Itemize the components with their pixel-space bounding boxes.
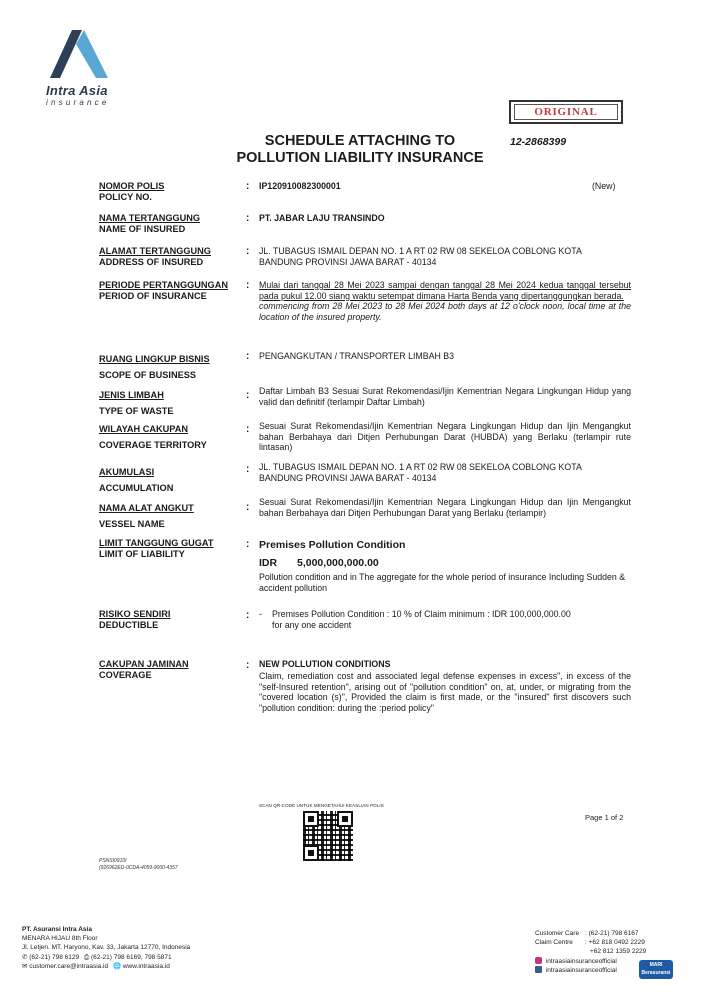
liability-label-id: LIMIT TANGGUNG GUGAT [99,538,214,548]
deductible-label-id: RISIKO SENDIRI [99,609,171,619]
qr-code[interactable] [303,811,353,861]
address-label-id: ALAMAT TERTANGGUNG [99,246,211,256]
mari-berasuransi-badge [639,960,673,979]
claim-value-1: : +62 818 0492 2229 [585,939,645,947]
policy-status: (New) [592,181,616,191]
footer-care-row [535,929,685,938]
web-icon: 🌐 [112,962,122,970]
badge-label: MARI Berasuransi [641,962,671,976]
footer-company-info [22,925,190,971]
footer-phone: (62-21) 798 6129 [29,953,80,961]
liability-amount: 5,000,000,000.00 [297,557,379,569]
page-number: Page 1 of 2 [585,813,624,822]
scope-label-en: SCOPE OF BUSINESS [99,370,196,380]
deductible-label-en: DEDUCTIBLE [99,620,159,630]
period-value [259,280,631,322]
facebook-icon [535,966,542,973]
document-title [200,133,520,167]
care-value: : (62-21) 798 6167 [585,930,639,937]
waste-value: Daftar Limbah B3 Sesuai Surat Rekomendasi/Ijin Kementrian Negara Lingkungan Hidup yang valid dan definitif (terlampir Daftar Limbah) [259,386,631,407]
waste-label-id: JENIS LIMBAH [99,390,164,400]
colon: : [246,351,250,362]
title-line-2: POLLUTION LIABILITY INSURANCE [236,150,484,166]
title-line-1: SCHEDULE ATTACHING TO [264,133,456,149]
liability-heading: Premises Pollution Condition [259,539,406,551]
document-code [99,858,178,872]
colon: : [246,660,250,671]
phone-icon: ✆ [22,953,28,961]
footer-web[interactable]: www.intraasia.id [122,962,170,970]
colon: : [246,610,250,621]
qr-caption: SCAN QR-CODE UNTUK MENGETAHUI KEASLIAN POLIS [259,803,384,808]
address-line-2: BANDUNG PROVINSI JAWA BARAT - 40134 [259,256,437,267]
address-value [259,246,631,267]
coverage-label-id: CAKUPAN JAMINAN [99,659,189,669]
coverage-label-en: COVERAGE [99,670,152,680]
accumulation-label-en: ACCUMULATION [99,483,174,493]
territory-value: Sesuai Surat Rekomendasi/Ijin Kementrian Negara Lingkungan Hidup dan Ijin Mengangkut bahan Berbahaya dari Ditjen Perhubungan Darat (HUBDA) yang Berlaku (terlampir rute lintasan) [259,421,631,452]
insured-label-en: NAME OF INSURED [99,224,186,234]
instagram-icon [535,957,542,964]
deductible-value [272,609,632,630]
policy-no-label [99,181,164,203]
logo-name: Intra Asia [46,83,108,98]
liability-note: Pollution condition and in The aggregate for the whole period of insurance Including Sudden & accident pollution [259,572,626,593]
fax-icon: ⎙ [83,953,90,961]
waste-label-en: TYPE OF WASTE [99,406,174,416]
care-label: Customer Care [535,930,580,937]
address-line-1: JL. TUBAGUS ISMAIL DEPAN NO. 1 A RT 02 RW 08 SEKELOA COBLONG KOTA [259,246,582,256]
period-text-en: commencing from 28 Mei 2023 to 28 Mei 2024 both days at 12 o'clock noon, local time at the location of the insured property. [259,301,631,322]
company-logo [46,28,110,80]
policy-no-label-id: NOMOR POLIS [99,181,165,191]
deductible-line-1: Premises Pollution Condition : 10 % of Claim minimum : IDR 100,000,000.00 [272,609,571,619]
email-icon: ✉ [22,962,28,970]
colon: : [246,390,250,401]
liability-currency: IDR [259,557,278,569]
footer-street: Jl. Letjen. MT. Haryono, Kav. 33, Jakarta 12770, Indonesia [22,944,191,952]
deductible-line-2: for any one accident [272,619,352,630]
accumulation-line-1: JL. TUBAGUS ISMAIL DEPAN NO. 1 A RT 02 RW 08 SEKELOA COBLONG KOTA [259,462,582,472]
waste-label [99,387,174,419]
colon: : [246,246,250,257]
accumulation-value [259,462,631,483]
colon: : [246,464,250,475]
claim-value-2: +62 812 1359 2229 [590,948,647,956]
insured-label [99,213,200,235]
deductible-label [99,609,170,631]
coverage-heading: NEW POLLUTION CONDITIONS [259,659,391,669]
document-code-line-1: PSNSI0910I [99,858,127,864]
accumulation-label [99,464,173,496]
colon: : [246,539,250,550]
insured-label-id: NAMA TERTANGGUNG [99,213,201,223]
coverage-label [99,659,189,681]
original-stamp-label: ORIGINAL [514,104,618,120]
coverage-text: Claim, remediation cost and associated legal defense expenses in excess", in excess of the "self-Insured retention", arising out of "pollution condition" on, at, under, or migrating from the "covered location (s)", Provided the claim is first made, or the "insured" first discovers such "pollution condition: during the :period policy" [259,671,631,713]
territory-label [99,421,207,453]
accumulation-label-id: AKUMULASI [99,467,155,477]
period-text-id: Mulai dari tanggal 28 Mei 2023 sampai dengan tanggal 28 Mei 2024 kedua tanggal tersebut pada pukul 12.00 siang waktu setempat dimana Harta Benda yang dipertanggungkan berada. [259,280,631,301]
policy-no-value: IP120910082300001 [259,181,341,191]
footer-company-name: PT. Asuransi Intra Asia [22,926,92,933]
footer-claim-row [535,938,685,947]
original-stamp [509,100,623,124]
insured-value: PT. JABAR LAJU TRANSINDO [259,213,385,223]
facebook-handle[interactable]: intraasiainsuranceofficial [545,966,617,974]
scope-value: PENGANGKUTAN / TRANSPORTER LIMBAH B3 [259,351,455,361]
footer-contact-row [22,962,190,971]
scope-label-id: RUANG LINGKUP BISNIS [99,354,210,364]
logo-mark-icon [46,28,110,80]
period-label-en: PERIOD OF INSURANCE [99,291,207,301]
footer-phone-row [22,953,190,962]
vessel-label-id: NAMA ALAT ANGKUT [99,503,194,513]
address-label [99,246,211,268]
footer-email[interactable]: customer.care@intraasia.id [29,962,109,970]
scope-label [99,351,210,383]
colon: : [246,502,250,513]
logo-subtitle: insurance [46,98,110,107]
accumulation-line-2: BANDUNG PROVINSI JAWA BARAT - 40134 [259,472,437,483]
policy-no-label-en: POLICY NO. [99,192,152,202]
instagram-handle[interactable]: intraasiainsuranceofficial [545,957,617,965]
colon: : [246,213,250,224]
liability-label-en: LIMIT OF LIABILITY [99,549,185,559]
colon: : [246,181,250,192]
colon: : [246,424,250,435]
colon: : [246,280,250,291]
territory-label-en: COVERAGE TERRITORY [99,440,207,450]
vessel-label-en: VESSEL NAME [99,519,165,529]
period-label-id: PERIODE PERTANGGUNGAN [99,280,228,290]
deductible-bullet: - [259,609,262,619]
certificate-number: 12-2868399 [510,136,567,148]
vessel-label [99,500,194,532]
claim-label: Claim Centre [535,939,573,947]
period-label [99,280,228,302]
address-label-en: ADDRESS OF INSURED [99,257,204,267]
footer-building: MENARA HIJAU 8th Floor [22,935,98,943]
territory-label-id: WILAYAH CAKUPAN [99,424,188,434]
footer-fax: (62-21) 798 6169, 798 5871 [90,953,172,961]
document-code-line-2: (926962ED-0CDA-4059-9000-4357 [99,865,178,871]
vessel-value: Sesuai Surat Rekomendasi/Ijin Kementrian Negara Lingkungan Hidup dan Ijin Mengangkut bahan Berbahaya dari Ditjen Perhubungan Darat yang Berlaku (terlampir) [259,497,631,518]
liability-label [99,538,214,560]
